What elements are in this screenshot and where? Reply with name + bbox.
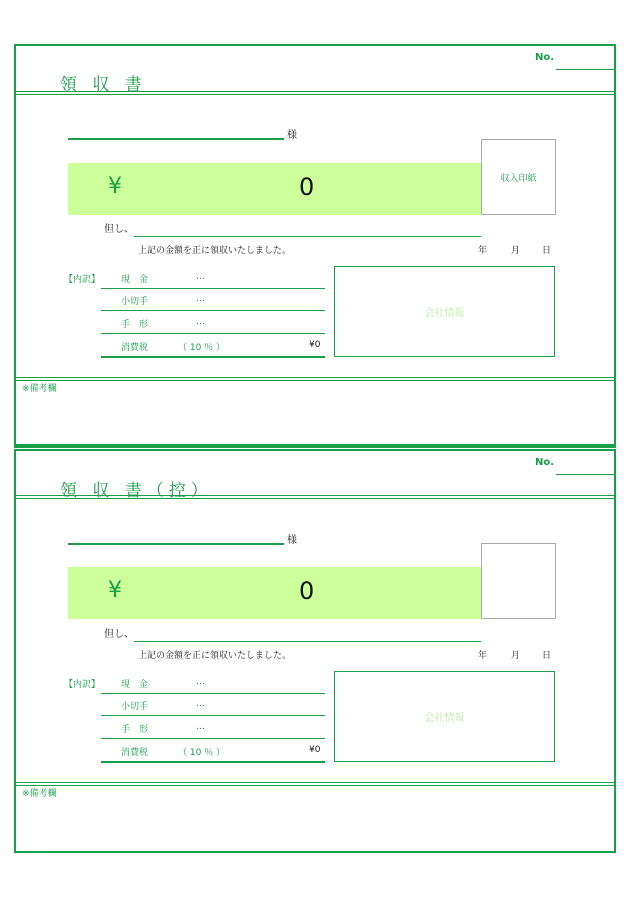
received-text: 上記の金額を正に領収いたしました。 <box>138 246 292 256</box>
frame-left <box>14 44 16 446</box>
amount-value: 0 <box>299 173 315 201</box>
amount-value: 0 <box>299 577 315 605</box>
frame-bottom <box>14 444 616 448</box>
tadashi-label: 但し、 <box>104 629 134 640</box>
receipt-title: 領 収 書（控） <box>60 481 213 501</box>
breakdown-bill-dots: … <box>196 317 205 327</box>
frame-left <box>14 449 16 853</box>
notes-rule-1 <box>16 377 614 378</box>
received-text: 上記の金額を正に領収いたしました。 <box>138 651 292 661</box>
addressee-line <box>68 138 284 140</box>
breakdown-bill-line <box>101 333 325 334</box>
tax-label: 消費税 <box>121 343 149 353</box>
breakdown-bill-label: 手 形 <box>121 320 149 330</box>
company-info-box <box>334 266 555 357</box>
amount-band <box>68 567 481 619</box>
addressee-line <box>68 543 284 545</box>
revenue-stamp-box <box>481 543 556 619</box>
notes-label: ※備考欄 <box>22 789 57 799</box>
date-month: 月 <box>511 651 521 661</box>
breakdown-cash-label: 現 金 <box>121 680 149 690</box>
breakdown-cash-line <box>101 693 325 694</box>
tadashi-line <box>134 236 481 237</box>
frame-right <box>614 449 616 853</box>
breakdown-bill-line <box>101 738 325 739</box>
breakdown-cash-line <box>101 288 325 289</box>
tax-value: ¥0 <box>309 745 321 755</box>
breakdown-check-dots: … <box>196 699 205 709</box>
notes-rule-2 <box>16 785 614 786</box>
date-month: 月 <box>511 246 521 256</box>
notes-label: ※備考欄 <box>22 384 57 394</box>
breakdown-check-label: 小切手 <box>121 702 149 712</box>
title-rule-2 <box>16 498 614 499</box>
date-year: 年 <box>478 651 488 661</box>
title-rule-2 <box>16 94 614 95</box>
breakdown-check-line <box>101 715 325 716</box>
breakdown-cash-label: 現 金 <box>121 275 149 285</box>
company-info-box <box>334 671 555 762</box>
date-day: 日 <box>542 246 552 256</box>
tax-line <box>101 356 325 358</box>
breakdown-label: 【内訳】 <box>64 275 101 285</box>
breakdown-check-line <box>101 310 325 311</box>
frame-bottom <box>14 851 616 853</box>
receipt-number-line <box>556 474 614 475</box>
frame-top <box>14 449 616 451</box>
tax-value: ¥0 <box>309 340 321 350</box>
frame-top <box>14 44 616 46</box>
breakdown-label: 【内訳】 <box>64 680 101 690</box>
breakdown-check-label: 小切手 <box>121 297 149 307</box>
tadashi-line <box>134 641 481 642</box>
notes-rule-2 <box>16 380 614 381</box>
yen-symbol: ¥ <box>108 174 122 199</box>
date-year: 年 <box>478 246 488 256</box>
yen-symbol: ¥ <box>108 578 122 603</box>
revenue-stamp-box <box>481 139 556 215</box>
tadashi-label: 但し、 <box>104 224 134 235</box>
receipt-number-label: No. <box>535 52 555 63</box>
title-rule-1 <box>16 91 614 92</box>
receipt-number-label: No. <box>535 457 555 468</box>
title-rule-1 <box>16 495 614 496</box>
amount-band <box>68 163 481 215</box>
company-info-label: 会社情報 <box>424 308 465 319</box>
tax-line <box>101 761 325 763</box>
date-day: 日 <box>542 651 552 661</box>
breakdown-bill-label: 手 形 <box>121 725 149 735</box>
revenue-stamp-label: 収入印紙 <box>500 173 537 184</box>
honorific: 様 <box>287 130 297 141</box>
honorific: 様 <box>287 535 297 546</box>
breakdown-bill-dots: … <box>196 722 205 732</box>
company-info-label: 会社情報 <box>424 713 465 724</box>
frame-right <box>614 44 616 446</box>
tax-label: 消費税 <box>121 748 149 758</box>
breakdown-cash-dots: … <box>196 677 205 687</box>
receipt-title: 領 収 書 <box>60 75 147 95</box>
notes-rule-1 <box>16 782 614 783</box>
breakdown-cash-dots: … <box>196 272 205 282</box>
receipt-number-line <box>556 69 614 70</box>
breakdown-check-dots: … <box>196 294 205 304</box>
tax-rate: （ 10 ％ ） <box>178 748 226 758</box>
tax-rate: （ 10 ％ ） <box>178 343 226 353</box>
